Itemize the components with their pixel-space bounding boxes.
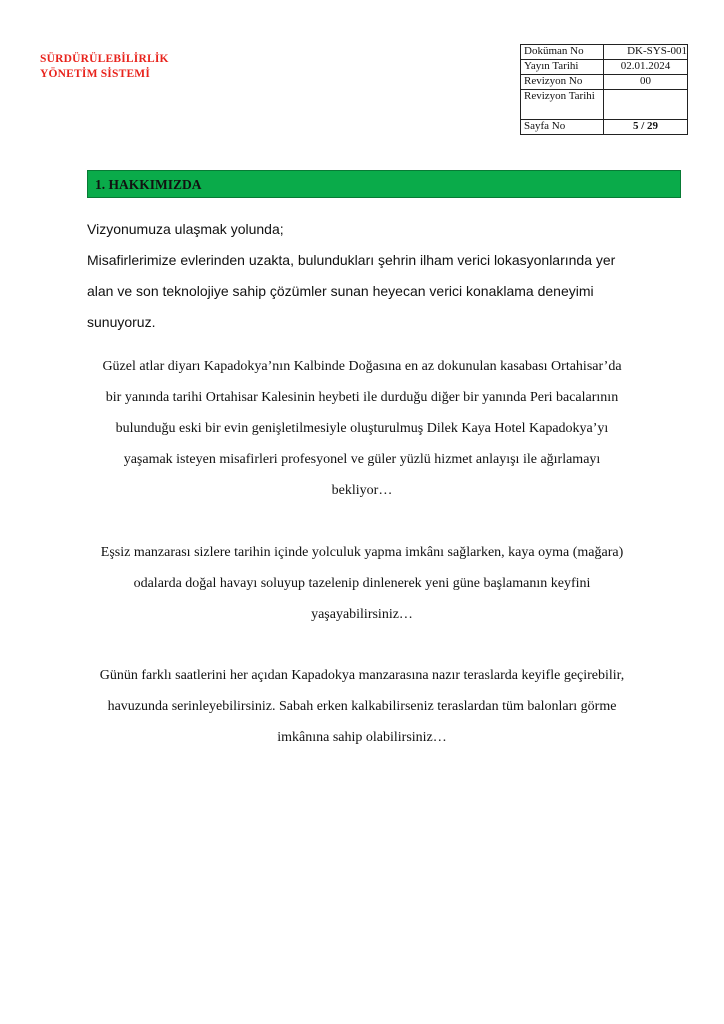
meta-label: Yayın Tarihi [521,60,604,75]
meta-row-revision-date [521,90,688,120]
intro-line: Vizyonumuza ulaşmak yolunda; [87,221,284,237]
meta-value: 5 / 29 [604,120,688,135]
meta-value: 00 [604,75,688,90]
document-meta-table [520,44,688,135]
intro-line: alan ve son teknolojiye sahip çözümler sunan heyecan verici konaklama deneyimi [87,283,594,299]
brand-title [40,52,169,82]
meta-row-revision-no [521,75,688,90]
paragraph-terraces [80,660,644,753]
brand-line-2: YÖNETİM SİSTEMİ [40,68,151,80]
paragraph-line: bir yanında tarihi Ortahisar Kalesinin heybeti ile durduğu diğer bir yanında Peri bacalarının [105,390,619,405]
brand-line-1: SÜRDÜRÜLEBİLİRLİK [40,53,169,65]
paragraph-line: bulunduğu eski bir evin genişletilmesiyle oluşturulmuş Dilek Kaya Hotel Kapadokya’yı [115,421,609,436]
meta-row-publish-date [521,60,688,75]
intro-line: sunuyoruz. [87,314,156,330]
meta-value [604,90,688,120]
paragraph-line: yaşamak isteyen misafirleri profesyonel ve güler yüzlü hizmet anlayışı ile ağırlamayı [123,452,601,467]
paragraph-line: havuzunda serinleyebilirsiniz. Sabah erken kalkabilirseniz teraslardan tüm balonları görme [107,699,617,714]
paragraph-cave-rooms [80,537,644,630]
section-heading: 1. HAKKIMIZDA [87,170,681,198]
meta-row-document-no [521,45,688,60]
paragraph-line: imkânına sahip olabilirsiniz… [277,730,447,745]
meta-label: Revizyon Tarihi [521,90,604,120]
paragraph-line: bekliyor… [331,483,393,498]
paragraph-line: yaşayabilirsiniz… [311,607,413,622]
meta-row-page-no [521,120,688,135]
intro-line: Misafirlerimize evlerinden uzakta, bulundukları şehrin ilham verici lokasyonlarında yer [87,252,616,268]
meta-label: Sayfa No [521,120,604,135]
meta-label: Revizyon No [521,75,604,90]
meta-value: DK-SYS-001 [604,45,688,60]
paragraph-line: Güzel atlar diyarı Kapadokya’nın Kalbinde Doğasına en az dokunulan kasabası Ortahisar’da [102,359,622,374]
meta-value: 02.01.2024 [604,60,688,75]
meta-label: Doküman No [521,45,604,60]
paragraph-line: odalarda doğal havayı soluyup tazelenip dinlenerek yeni güne başlamanın keyfini [133,576,591,591]
paragraph-line: Günün farklı saatlerini her açıdan Kapadokya manzarasına nazır teraslarda keyifle geçirebilir, [99,668,625,683]
paragraph-line: Eşsiz manzarası sizlere tarihin içinde yolculuk yapma imkânı sağlarken, kaya oyma (mağara) [100,545,624,560]
intro-text [87,214,687,338]
paragraph-hotel-location [80,351,644,506]
